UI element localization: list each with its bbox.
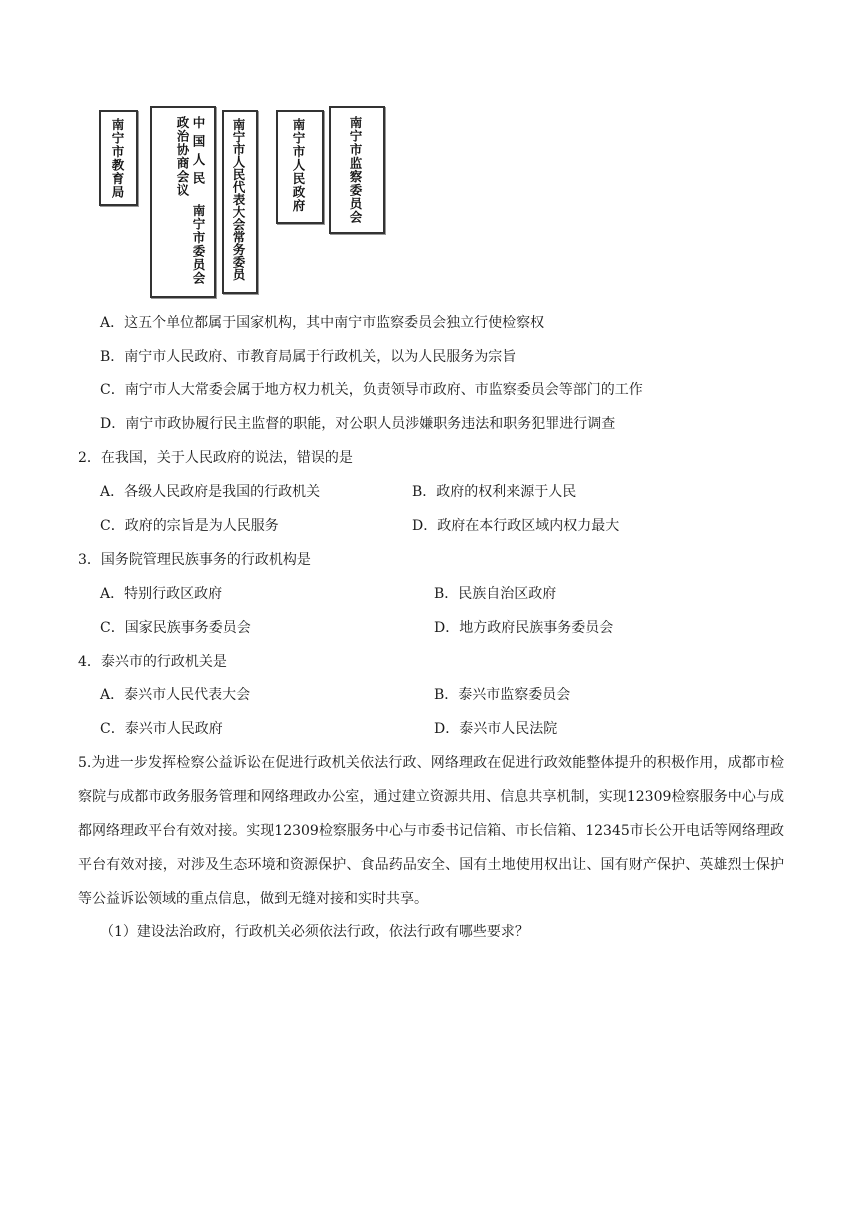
q2-option-b: B．政府的权利来源于人民	[412, 484, 577, 500]
sign-text: 南宁市委员会	[191, 204, 206, 285]
q1-option-a: A．这五个单位都属于国家机构，其中南宁市监察委员会独立行使检察权	[100, 315, 545, 331]
sign-text: 政治协商会议	[175, 116, 190, 197]
q5-subquestion-1: （1）建设法治政府，行政机关必须依法行政，依法行政有哪些要求？	[100, 924, 529, 940]
sign-supervisory-commission	[329, 106, 385, 234]
q4-option-d: D．泰兴市人民法院	[434, 721, 558, 737]
q4-option-b: B．泰兴市监察委员会	[434, 687, 571, 703]
sign-text: 中国人民	[191, 116, 206, 190]
q4-option-c: C．泰兴市人民政府	[100, 721, 223, 737]
sign-education-bureau	[99, 110, 138, 206]
q3-stem: 3．国务院管理民族事务的行政机构是	[78, 552, 311, 568]
q3-option-a: A．特别行政区政府	[100, 586, 223, 602]
q2-option-a: A．各级人民政府是我国的行政机关	[100, 484, 321, 500]
sign-text: 南宁市教育局	[110, 118, 125, 199]
sign-text: 南宁市监察委员会	[348, 116, 363, 224]
q2-option-d: D．政府在本行政区域内权力最大	[412, 518, 620, 534]
q3-option-c: C．国家民族事务委员会	[100, 620, 251, 636]
q5-material: 5.为进一步发挥检察公益诉讼在促进行政机关依法行政、网络理政在促进行政效能整体提升的积极作用，成都市检察院与成都市政务服务管理和网络理政办公室，通过建立资源共用、信息共享机制，实现12309检察服务中心与成都网络理政平台有效对接。实现12309检察服务中心与市委书记信箱、市长信箱、12345市长公开电话等网络理政平台有效对接，对涉及生态环境和资源保护、食品药品安全、国有土地使用权出让、国有财产保护、英雄烈士保护等公益诉讼领域的重点信息，做到无缝对接和实时共享。	[78, 755, 784, 907]
q4-stem: 4．泰兴市的行政机关是	[78, 654, 227, 670]
nameplates-image	[97, 100, 387, 300]
sign-peoples-government	[276, 110, 324, 224]
sign-cppcc	[150, 106, 216, 298]
sign-text: 南宁市人民代表大会常务委员	[231, 118, 246, 281]
q1-option-c: C．南宁市人大常委会属于地方权力机关，负责领导市政府、市监察委员会等部门的工作	[100, 382, 643, 398]
q3-option-d: D．地方政府民族事务委员会	[434, 620, 614, 636]
q2-option-c: C．政府的宗旨是为人民服务	[100, 518, 279, 534]
q1-option-d: D．南宁市政协履行民主监督的职能，对公职人员涉嫌职务违法和职务犯罪进行调查	[100, 416, 616, 432]
sign-npc-standing-committee	[222, 110, 258, 294]
q2-stem: 2．在我国，关于人民政府的说法，错误的是	[78, 450, 353, 466]
q4-option-a: A．泰兴市人民代表大会	[100, 687, 251, 703]
q3-option-b: B．民族自治区政府	[434, 586, 557, 602]
sign-text: 南宁市人民政府	[291, 118, 306, 213]
q1-option-b: B．南宁市人民政府、市教育局属于行政机关，以为人民服务为宗旨	[100, 349, 517, 365]
